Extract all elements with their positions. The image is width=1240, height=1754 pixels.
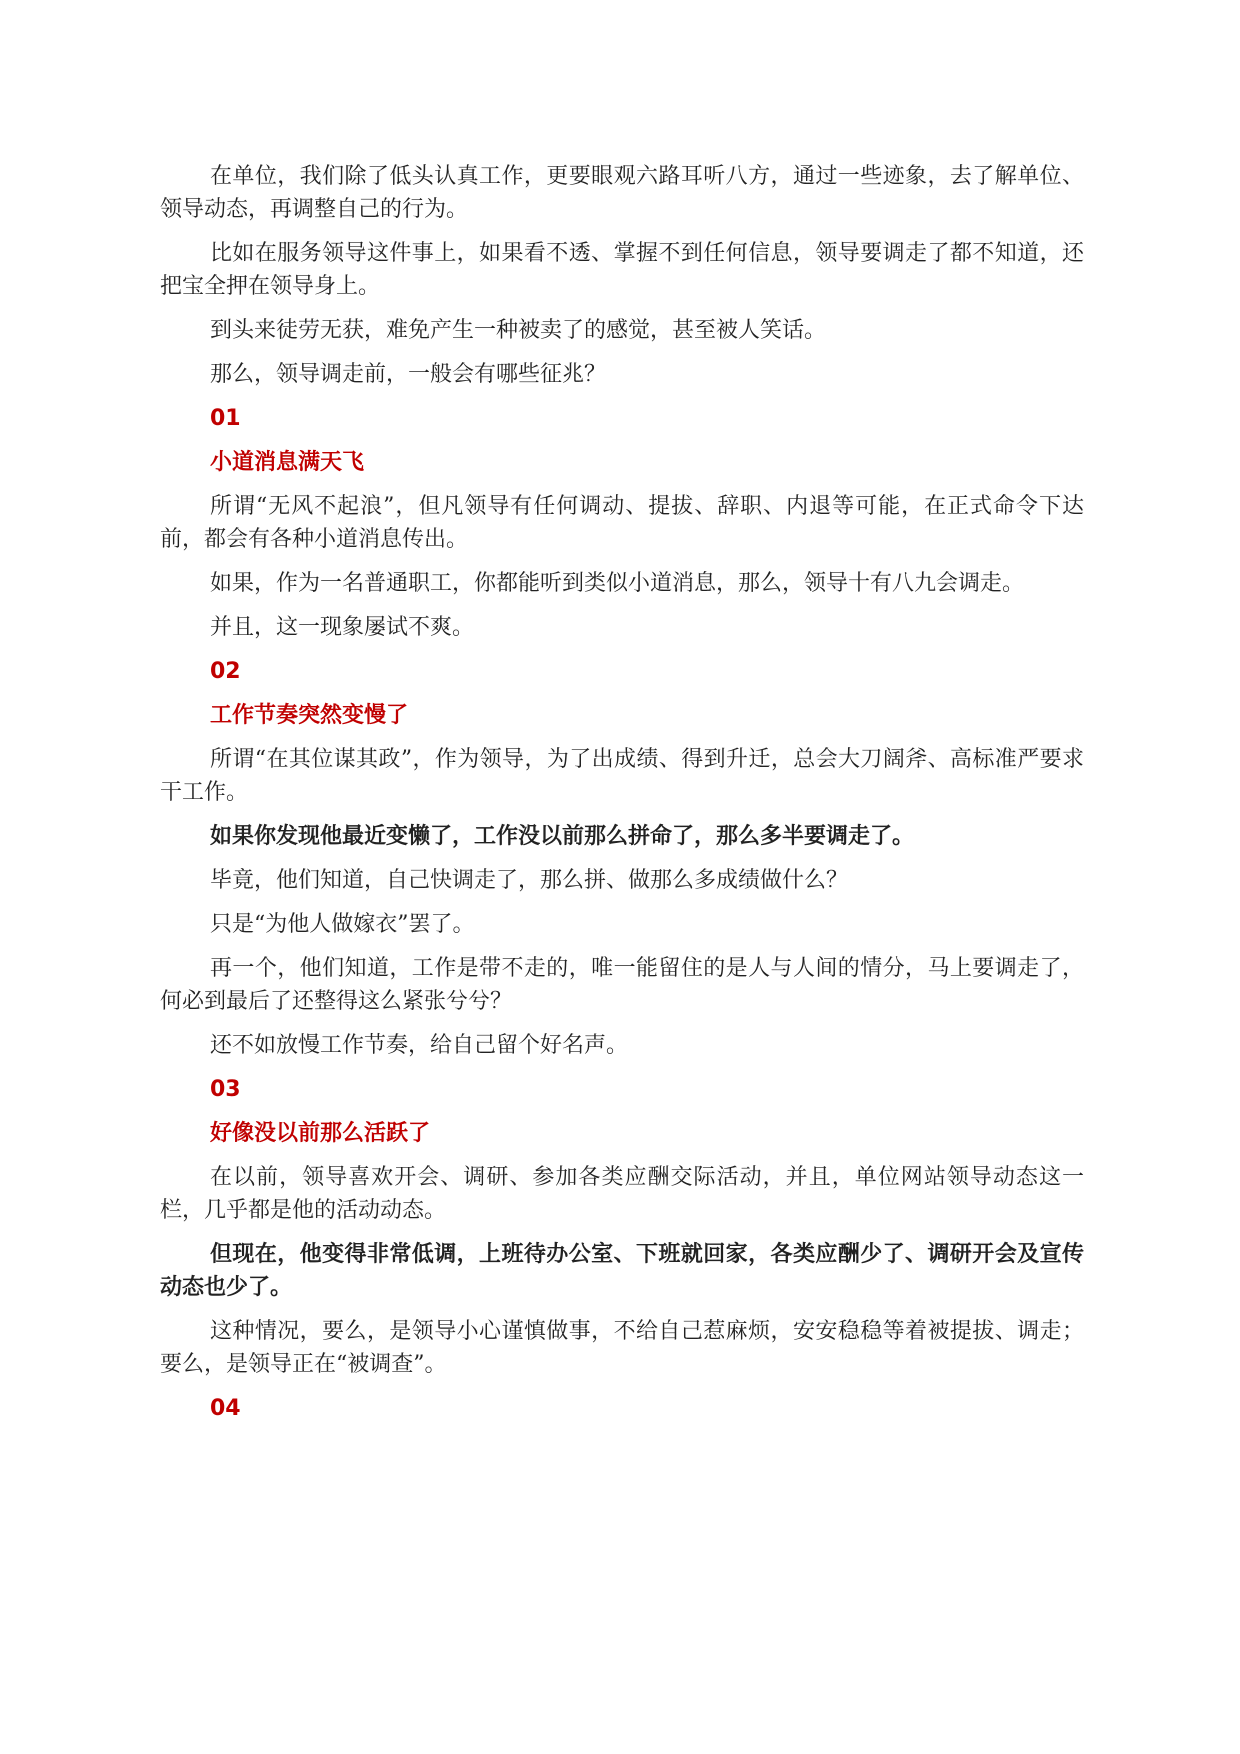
section-3-number: 03	[210, 1077, 241, 1102]
intro-question: 那么，领导调走前，一般会有哪些征兆？	[210, 362, 607, 387]
section-2-number: 02	[210, 659, 241, 684]
article-body	[160, 160, 1084, 1436]
section-2-paragraph-6: 还不如放慢工作节奏，给自己留个好名声。	[210, 1033, 629, 1058]
intro-paragraph-2: 比如在服务领导这件事上，如果看不透、掌握不到任何信息，领导要调走了都不知道，还把宝全押在领导身上。	[160, 241, 1084, 299]
section-2-paragraph-4: 只是“为他人做嫁衣”罢了。	[210, 912, 475, 937]
section-3-emphasis: 但现在，他变得非常低调，上班待办公室、下班就回家，各类应酬少了、调研开会及宣传动态也少了。	[160, 1242, 1084, 1300]
section-4-number: 04	[210, 1396, 241, 1421]
section-1-title: 小道消息满天飞	[210, 450, 365, 475]
section-1-paragraph-2: 如果，作为一名普通职工，你都能听到类似小道消息，那么，领导十有八九会调走。	[210, 571, 1025, 596]
section-1-number: 01	[210, 406, 241, 431]
intro-paragraph-1: 在单位，我们除了低头认真工作，更要眼观六路耳听八方，通过一些迹象，去了解单位、领导动态，再调整自己的行为。	[160, 164, 1084, 222]
intro-paragraph-3: 到头来徒劳无获，难免产生一种被卖了的感觉，甚至被人笑话。	[210, 318, 827, 343]
section-2-paragraph-3: 毕竟，他们知道，自己快调走了，那么拼、做那么多成绩做什么？	[210, 868, 849, 893]
section-2-paragraph-1: 所谓“在其位谋其政”，作为领导，为了出成绩、得到升迁，总会大刀阔斧、高标准严要求干工作。	[160, 747, 1084, 805]
section-2-paragraph-5: 再一个，他们知道，工作是带不走的，唯一能留住的是人与人间的情分，马上要调走了，何必到最后了还整得这么紧张兮兮？	[160, 956, 1084, 1014]
section-2-title: 工作节奏突然变慢了	[210, 703, 409, 728]
section-1-paragraph-1: 所谓“无风不起浪”，但凡领导有任何调动、提拔、辞职、内退等可能，在正式命令下达前，都会有各种小道消息传出。	[160, 494, 1084, 552]
section-3-title: 好像没以前那么活跃了	[210, 1121, 431, 1146]
section-2-emphasis: 如果你发现他最近变懒了，工作没以前那么拼命了，那么多半要调走了。	[210, 824, 915, 849]
section-3-paragraph-1: 在以前，领导喜欢开会、调研、参加各类应酬交际活动，并且，单位网站领导动态这一栏，几乎都是他的活动动态。	[160, 1165, 1084, 1223]
section-1-paragraph-3: 并且，这一现象屡试不爽。	[210, 615, 475, 640]
section-3-paragraph-3: 这种情况，要么，是领导小心谨慎做事，不给自己惹麻烦，安安稳稳等着被提拔、调走；要么，是领导正在“被调查”。	[160, 1319, 1084, 1377]
